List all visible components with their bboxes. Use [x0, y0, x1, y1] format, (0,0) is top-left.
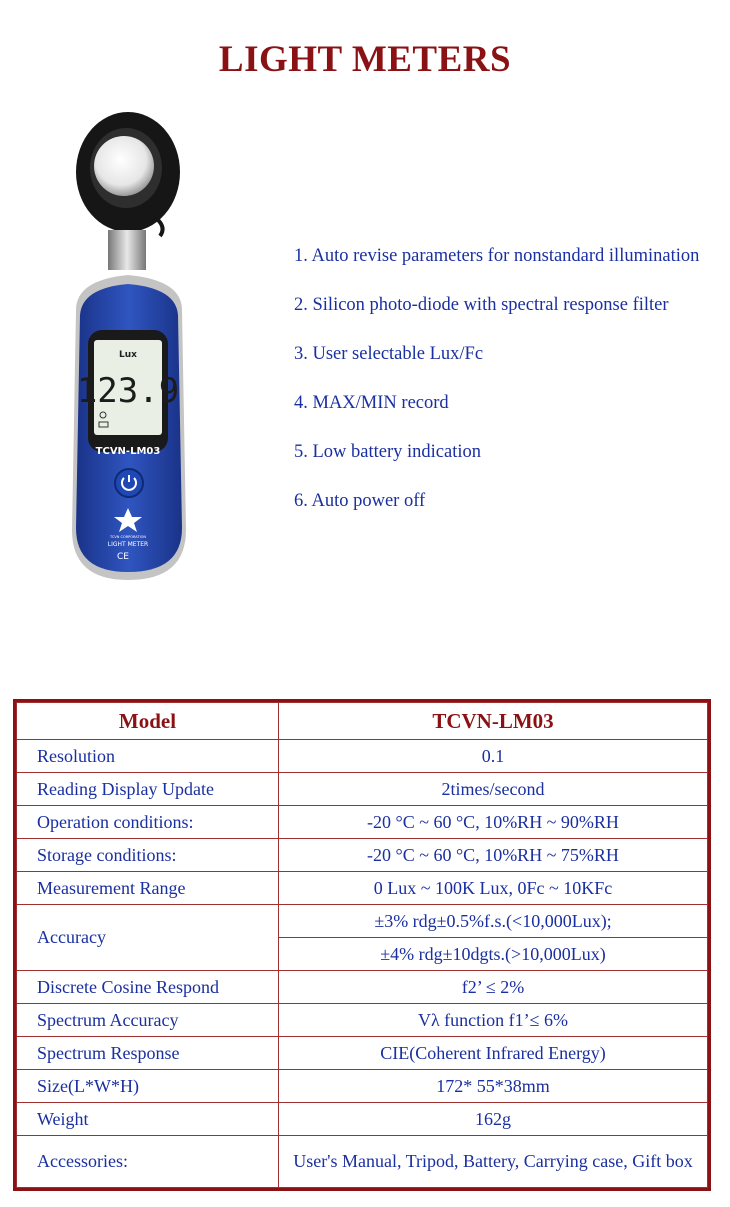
feature-item: 4. MAX/MIN record: [294, 393, 449, 413]
row-value: 0.1: [279, 740, 708, 773]
table-row: [17, 971, 708, 1004]
row-label: Accuracy: [17, 905, 279, 971]
table-row: [17, 773, 708, 806]
row-value: ±4% rdg±10dgts.(>10,000Lux): [279, 938, 708, 971]
table-row: [17, 839, 708, 872]
table-row: [17, 806, 708, 839]
device-model-text: TCVN-LM03: [95, 446, 161, 457]
feature-item: 6. Auto power off: [294, 491, 426, 511]
feature-list: [294, 244, 714, 538]
row-value: CIE(Coherent Infrared Energy): [279, 1037, 708, 1070]
feature-item: 3. User selectable Lux/Fc: [294, 344, 484, 364]
product-label-text: LIGHT METER: [107, 541, 149, 548]
header-value-cell: TCVN-LM03: [279, 703, 708, 740]
table-header-row: [17, 703, 708, 740]
page-title: LIGHT METERS: [218, 39, 512, 80]
table-row: [17, 905, 708, 938]
table-row: [17, 872, 708, 905]
table-row: [17, 1103, 708, 1136]
table-row: [17, 740, 708, 773]
table-row: [17, 1070, 708, 1103]
row-value: User's Manual, Tripod, Battery, Carrying case, Gift box: [279, 1136, 708, 1188]
table-row: [17, 1037, 708, 1070]
table-row: [17, 1004, 708, 1037]
row-value: 162g: [279, 1103, 708, 1136]
spec-table-container: [13, 699, 711, 1191]
display-unit-text: Lux: [119, 350, 137, 360]
row-label: Accessories:: [17, 1136, 279, 1188]
row-label: Resolution: [17, 740, 279, 773]
row-value: -20 °C ~ 60 °C, 10%RH ~ 90%RH: [279, 806, 708, 839]
feature-item: 1. Auto revise parameters for nonstandard illumination: [294, 246, 700, 266]
row-label: Measurement Range: [17, 872, 279, 905]
display-value-text: 123.9: [76, 371, 180, 411]
row-label: Size(L*W*H): [17, 1070, 279, 1103]
light-meter-image: [58, 110, 208, 580]
row-value: 2times/second: [279, 773, 708, 806]
row-label: Weight: [17, 1103, 279, 1136]
row-label: Reading Display Update: [17, 773, 279, 806]
row-value: Vλ function f1’≤ 6%: [279, 1004, 708, 1037]
row-value: ±3% rdg±0.5%f.s.(<10,000Lux);: [279, 905, 708, 938]
row-label: Discrete Cosine Respond: [17, 971, 279, 1004]
table-row: [17, 1136, 708, 1188]
brand-text: TCVN CORPORATION: [110, 535, 146, 539]
row-label: Spectrum Accuracy: [17, 1004, 279, 1037]
spec-table: [16, 702, 708, 1188]
row-value: 0 Lux ~ 100K Lux, 0Fc ~ 10KFc: [279, 872, 708, 905]
feature-item: 5. Low battery indication: [294, 442, 482, 462]
row-value: -20 °C ~ 60 °C, 10%RH ~ 75%RH: [279, 839, 708, 872]
row-value: 172* 55*38mm: [279, 1070, 708, 1103]
feature-item: 2. Silicon photo-diode with spectral response filter: [294, 295, 669, 315]
header-label-cell: Model: [17, 703, 279, 740]
row-label: Spectrum Response: [17, 1037, 279, 1070]
row-label: Operation conditions:: [17, 806, 279, 839]
row-value: f2’ ≤ 2%: [279, 971, 708, 1004]
ce-mark-text: CE: [117, 552, 129, 562]
row-label: Storage conditions:: [17, 839, 279, 872]
